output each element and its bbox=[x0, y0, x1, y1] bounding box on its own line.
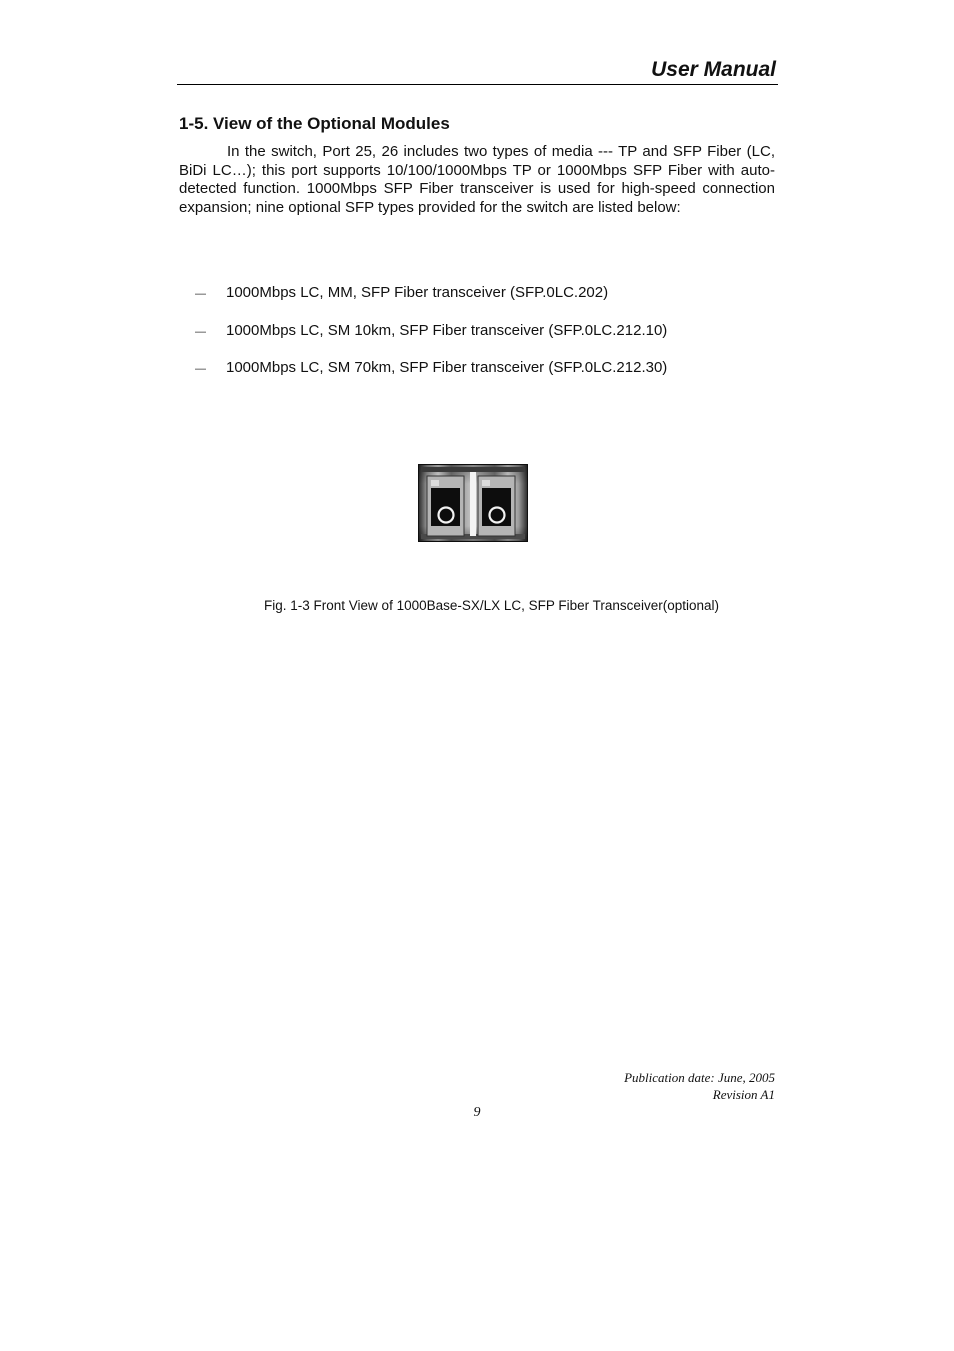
module-list bbox=[195, 282, 755, 395]
list-item-label: 1000Mbps LC, SM 70km, SFP Fiber transceiver (SFP.0LC.212.30) bbox=[226, 359, 668, 376]
dash-bullet: — bbox=[195, 288, 206, 300]
header-divider bbox=[177, 84, 778, 85]
figure-caption: Fig. 1-3 Front View of 1000Base-SX/LX LC, SFP Fiber Transceiver(optional) bbox=[264, 598, 719, 613]
list-item bbox=[195, 282, 755, 304]
document-header-title: User Manual bbox=[651, 58, 776, 81]
list-item-label: 1000Mbps LC, SM 10km, SFP Fiber transceiver (SFP.0LC.212.10) bbox=[226, 321, 668, 339]
publication-date: Publication date: June, 2005 bbox=[624, 1070, 775, 1085]
section-heading: 1-5. View of the Optional Modules bbox=[179, 114, 450, 133]
sfp-transceiver-front-icon bbox=[418, 464, 528, 542]
list-item-label: 1000Mbps LC, MM, SFP Fiber transceiver (SFP.0LC.202) bbox=[226, 284, 609, 301]
dash-bullet: — bbox=[195, 325, 206, 338]
dash-bullet: — bbox=[195, 363, 206, 375]
list-item bbox=[195, 320, 755, 342]
intro-paragraph: In the switch, Port 25, 26 includes two types of media --- TP and SFP Fiber (LC, BiDi LC…); this port supports 10/100/1000Mbps TP or 1000Mbps SFP Fiber with auto-detected function. 1000Mbps SFP Fiber transceiver is used for high-speed connection expansion; nine optional SFP types provided for the switch are listed below: bbox=[179, 143, 775, 216]
publication-info bbox=[540, 1070, 775, 1103]
revision-label: Revision A1 bbox=[712, 1086, 775, 1102]
sfp-transceiver-figure bbox=[418, 464, 528, 542]
page-number: 9 bbox=[473, 1105, 481, 1120]
list-item bbox=[195, 357, 755, 379]
